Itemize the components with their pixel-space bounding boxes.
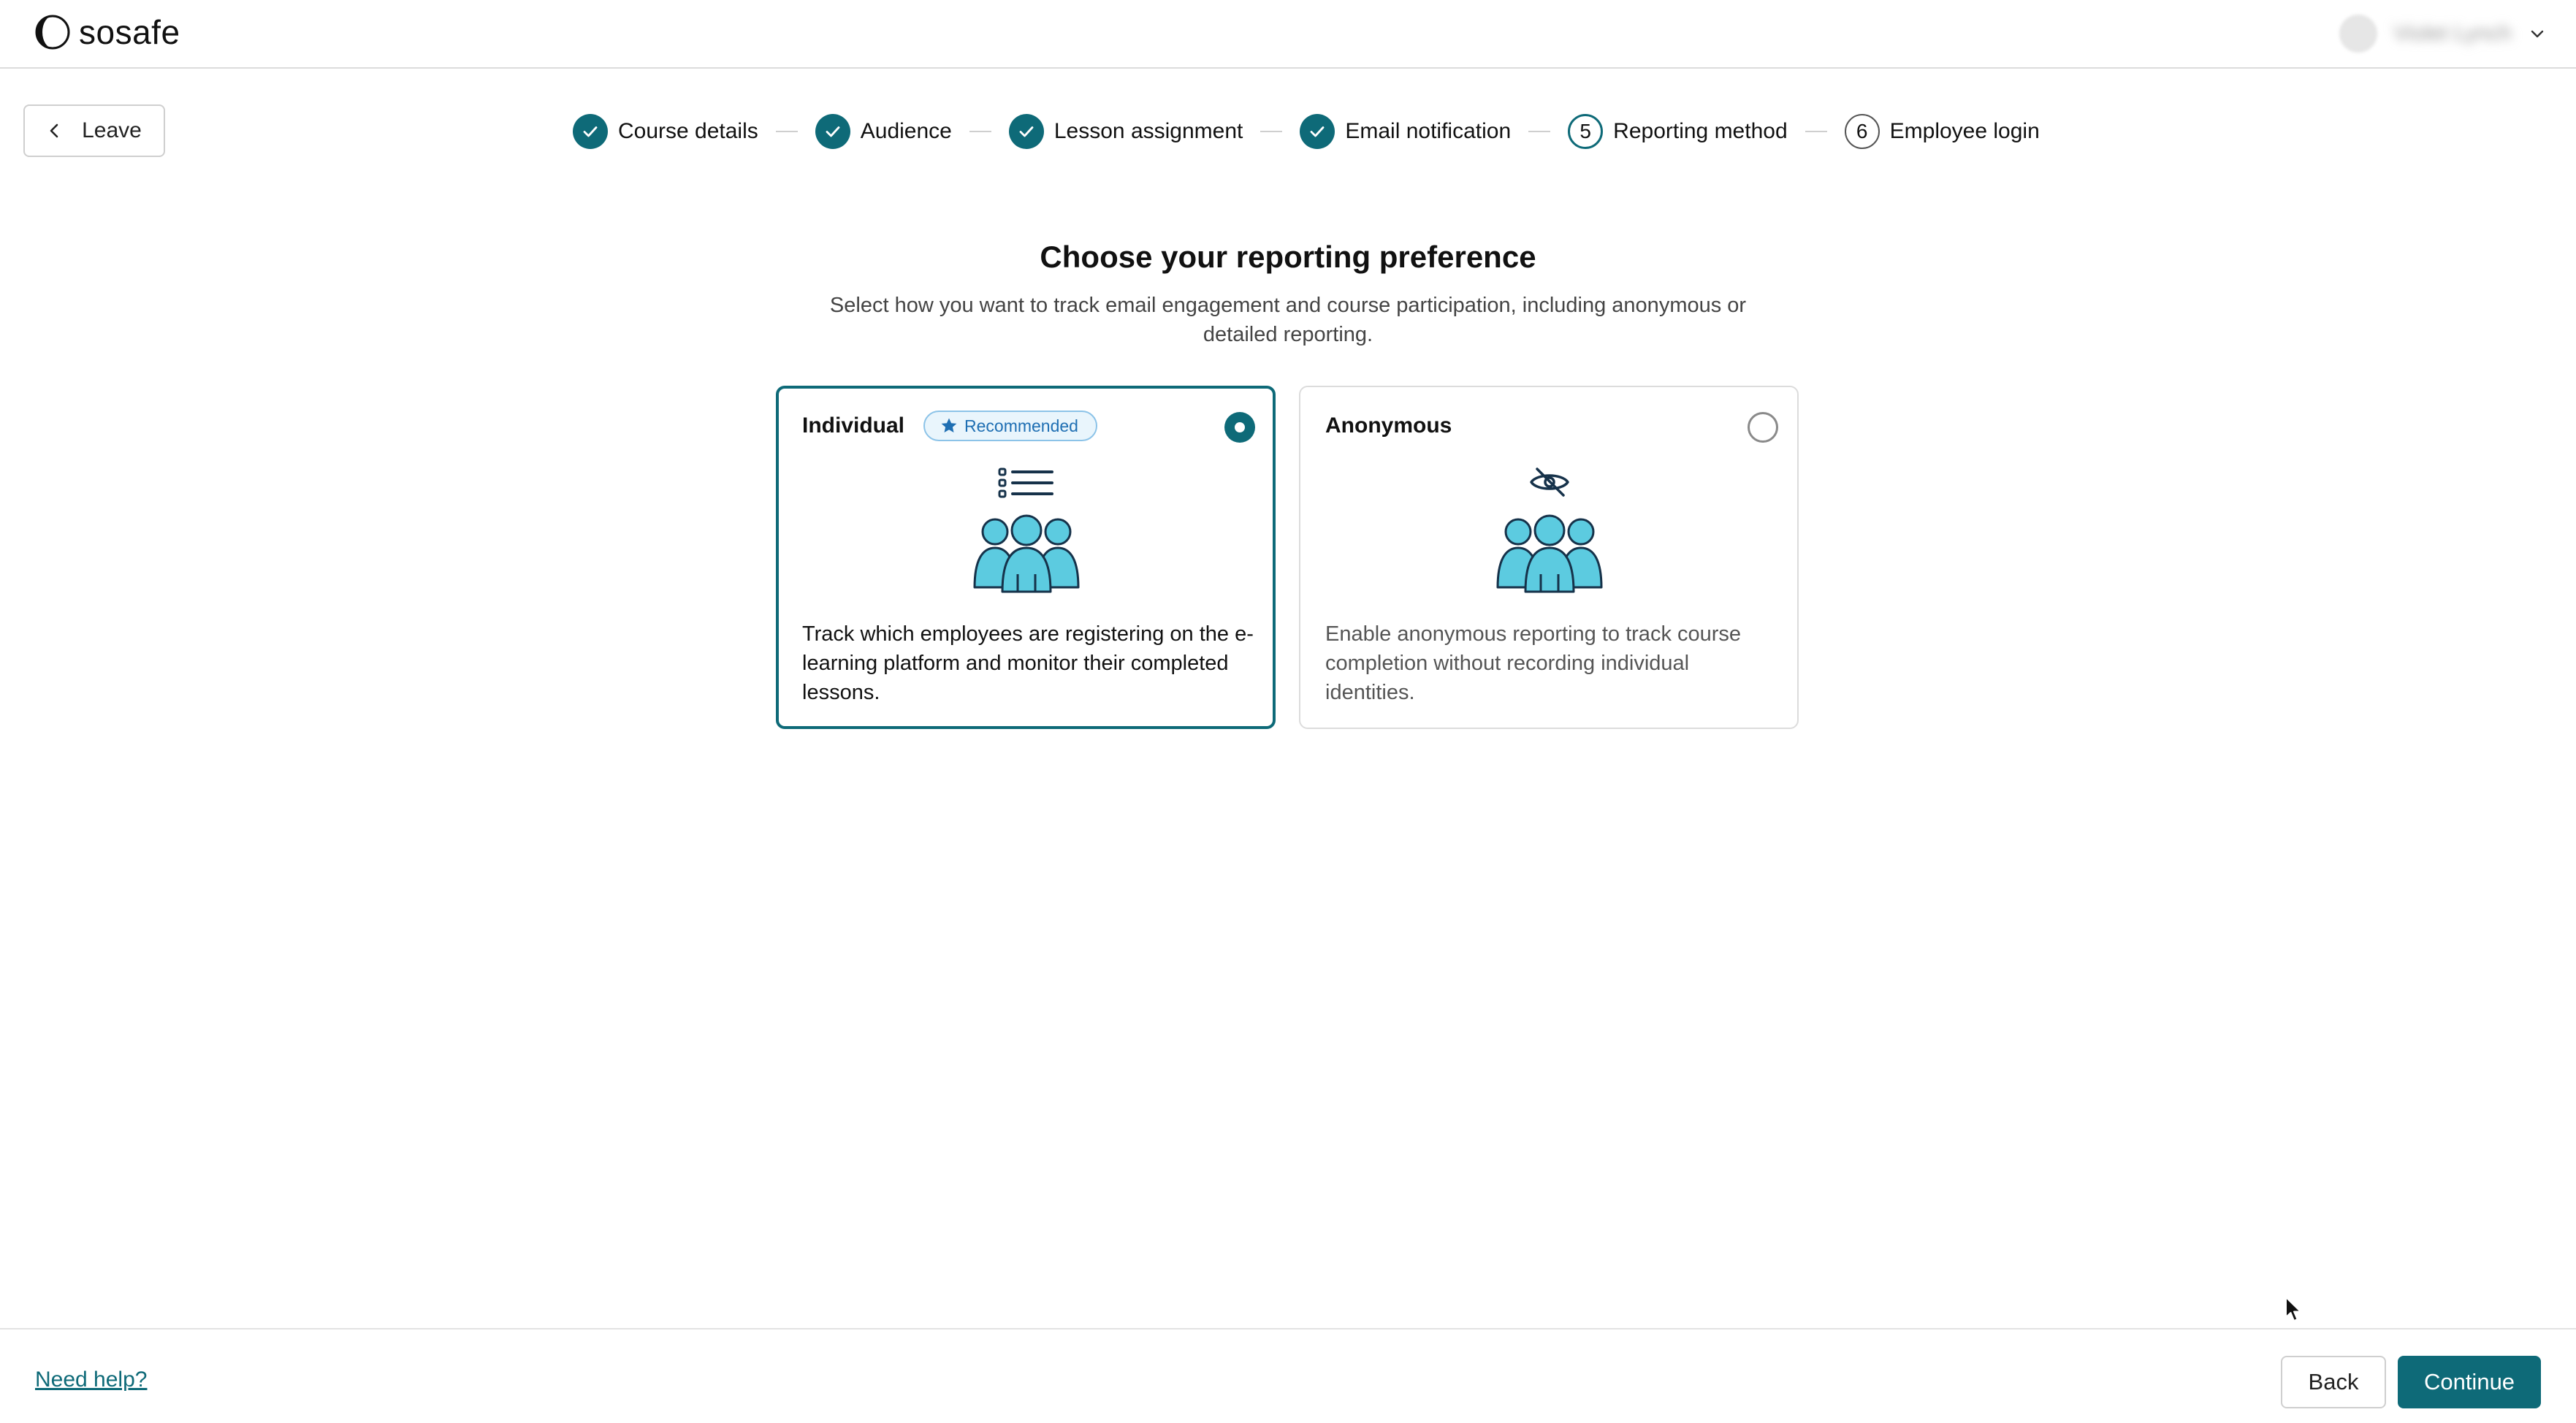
top-bar	[0, 0, 2576, 69]
page-subtitle: Select how you want to track email engagement and course participation, including anonymous or detailed reporting.	[829, 294, 1747, 346]
star-icon	[940, 416, 959, 435]
step-number-badge: 6	[1845, 114, 1880, 149]
step-label: Employee login	[1889, 119, 2040, 143]
check-icon	[815, 114, 850, 149]
step-email-notification[interactable]	[1300, 114, 1511, 149]
step-audience[interactable]	[815, 114, 952, 149]
continue-button[interactable]: Continue	[2398, 1356, 2541, 1408]
step-separator	[776, 131, 798, 132]
recommended-badge	[923, 411, 1097, 441]
step-separator	[969, 131, 991, 132]
option-card-individual[interactable]	[776, 386, 1276, 729]
step-reporting-method	[1568, 114, 1787, 149]
step-label: Audience	[860, 119, 952, 143]
option-title: Individual	[802, 413, 905, 438]
step-label: Lesson assignment	[1053, 119, 1243, 143]
people-hidden-icon	[1495, 465, 1604, 593]
logo-text: sosafe	[79, 13, 180, 51]
step-separator	[1260, 131, 1282, 132]
leave-button-label: Leave	[82, 118, 142, 142]
step-separator	[1528, 131, 1550, 132]
step-lesson-assignment[interactable]	[1009, 114, 1243, 149]
step-label: Email notification	[1345, 119, 1512, 143]
step-course-details[interactable]	[573, 114, 758, 149]
back-button[interactable]: Back	[2281, 1356, 2386, 1408]
step-label: Reporting method	[1613, 119, 1788, 143]
people-list-icon	[972, 465, 1081, 593]
step-number-badge: 5	[1568, 114, 1603, 149]
sosafe-logo-icon	[34, 13, 72, 51]
radio-individual[interactable]	[1224, 412, 1255, 443]
user-menu[interactable]	[2339, 12, 2547, 56]
option-description: Enable anonymous reporting to track course completion without recording individual identities.	[1325, 622, 1742, 704]
check-icon	[1009, 114, 1044, 149]
user-name: Violet Lynch	[2393, 21, 2512, 45]
badge-label: Recommended	[964, 416, 1078, 435]
option-title: Anonymous	[1325, 413, 1452, 438]
footer-bar	[0, 1328, 2576, 1423]
step-separator	[1805, 131, 1827, 132]
progress-stepper	[573, 111, 2040, 152]
chevron-left-icon	[47, 123, 63, 139]
need-help-link[interactable]: Need help?	[35, 1367, 148, 1392]
page-title: Choose your reporting preference	[1040, 240, 1536, 274]
check-icon	[1300, 114, 1335, 149]
avatar	[2339, 15, 2377, 53]
option-card-anonymous[interactable]	[1299, 386, 1799, 729]
leave-button[interactable]	[23, 104, 165, 157]
radio-anonymous[interactable]	[1748, 412, 1778, 443]
check-icon	[573, 114, 608, 149]
chevron-down-icon	[2528, 24, 2547, 43]
step-label: Course details	[618, 119, 758, 143]
step-employee-login	[1845, 114, 2040, 149]
sosafe-logo[interactable]	[34, 10, 180, 54]
option-description: Track which employees are registering on the e-learning platform and monitor their completed lessons.	[802, 622, 1254, 704]
mouse-cursor-icon	[2284, 1296, 2303, 1324]
